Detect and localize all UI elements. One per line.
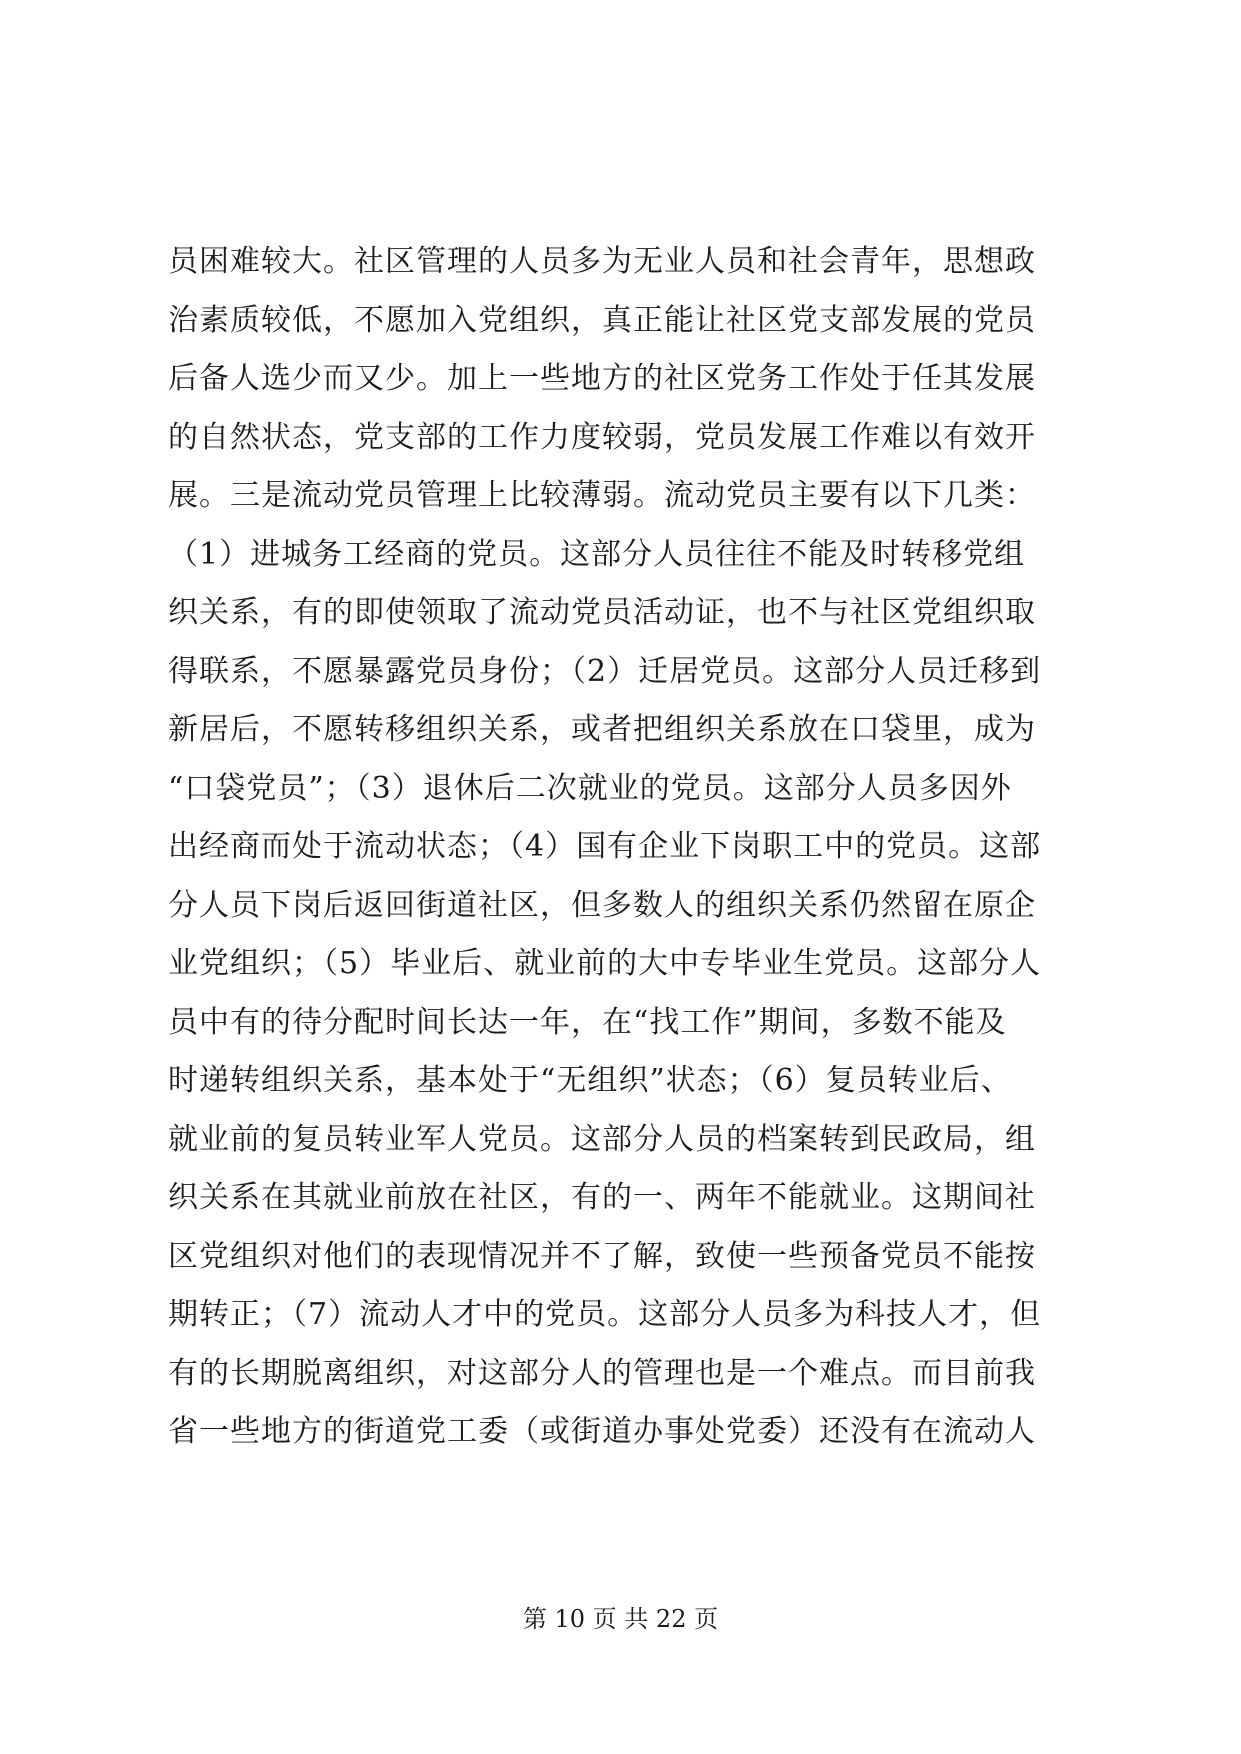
text-line: 的自然状态，党支部的工作力度较弱，党员发展工作难以有效开 [168, 419, 1036, 455]
text-line: 出经商而处于流动状态；（4）国有企业下岗职工中的党员。这部 [168, 829, 1042, 864]
text-line: 展。三是流动党员管理上比较薄弱。流动党员主要有以下几类： [168, 478, 1036, 513]
text-line: 有的长期脱离组织，对这部分人的管理也是一个难点。而目前我 [168, 1355, 1036, 1391]
text-line: “口袋党员”；（3）退休后二次就业的党员。这部分人员多因外 [168, 770, 1012, 806]
text-line: 后备人选少而又少。加上一些地方的社区党务工作处于任其发展 [168, 361, 1036, 396]
text-line: 就业前的复员转业军人党员。这部分人员的档案转到民政局，组 [168, 1121, 1036, 1157]
text-line: 区党组织对他们的表现情况并不了解，致使一些预备党员不能按 [168, 1238, 1036, 1274]
page-number-footer: 第 10 页 共 22 页 [522, 1605, 719, 1633]
text-line: 员中有的待分配时间长达一年，在“找工作”期间，多数不能及 [168, 1004, 1007, 1040]
text-line: 治素质较低，不愿加入党组织，真正能让社区党支部发展的党员 [168, 302, 1036, 338]
text-line: 员困难较大。社区管理的人员多为无业人员和社会青年，思想政 [168, 244, 1036, 279]
text-line: 织关系，有的即使领取了流动党员活动证，也不与社区党组织取 [168, 595, 1036, 630]
body-text [168, 233, 1042, 1462]
text-line: 新居后，不愿转移组织关系，或者把组织关系放在口袋里，成为 [168, 712, 1036, 747]
text-line: 省一些地方的街道党工委（或街道办事处党委）还没有在流动人 [168, 1414, 1036, 1449]
text-line: 时递转组织关系，基本处于“无组织”状态；（6）复员转业后、 [168, 1063, 1012, 1098]
text-line: 业党组织；（5）毕业后、就业前的大中专毕业生党员。这部分人 [168, 946, 1042, 981]
text-line: 得联系，不愿暴露党员身份；（2）迁居党员。这部分人员迁移到 [168, 653, 1042, 689]
text-line: （1）进城务工经商的党员。这部分人员往往不能及时转移党组 [168, 536, 1026, 572]
text-line: 期转正；（7）流动人才中的党员。这部分人员多为科技人才，但 [168, 1297, 1042, 1332]
text-line: 织关系在其就业前放在社区，有的一、两年不能就业。这期间社 [168, 1180, 1036, 1215]
text-line: 分人员下岗后返回街道社区，但多数人的组织关系仍然留在原企 [168, 887, 1036, 923]
